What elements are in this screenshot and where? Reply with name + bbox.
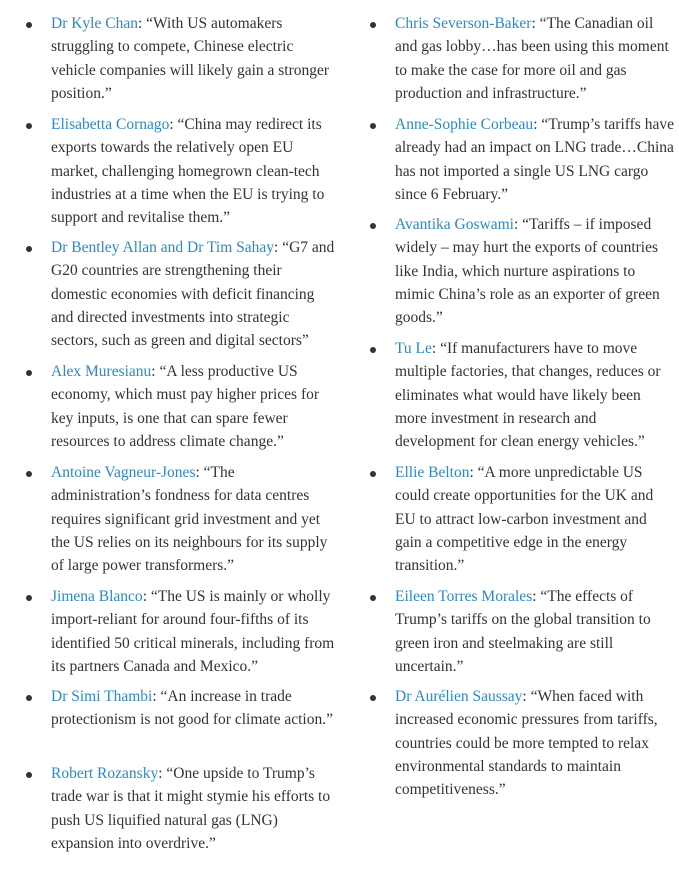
quote-body: : “A more unpredictable US could create opportunities for the UK and EU to attract low-carbon investment and gain a competitive edge in the energy transition.” [395, 464, 654, 575]
bullet-icon [26, 370, 32, 376]
bullet-icon [370, 347, 376, 353]
bullet-icon [370, 695, 376, 701]
quote-body: : “China may redirect its exports towards the relatively open EU market, challenging homegrown clean-tech industries at a time when the EU is trying to support and revitalise them.” [51, 116, 325, 227]
expert-name-link[interactable]: Dr Aurélien Saussay [395, 688, 523, 705]
bullet-icon [370, 22, 376, 28]
expert-name-link[interactable]: Alex Muresianu [51, 363, 152, 380]
quote-body: : “The US is mainly or wholly import-reliant for around four-fifths of its identified 50 critical minerals, including from its partners Canada and Mexico.” [51, 588, 335, 675]
bullet-icon [26, 22, 32, 28]
quote-text [395, 585, 675, 678]
quote-body: : “The Canadian oil and gas lobby…has been using this moment to make the case for more oil and gas production and infrastructure.” [395, 15, 669, 102]
quote-text [395, 685, 675, 801]
quote-body: : “The effects of Trump’s tariffs on the global transition to green iron and steelmaking are still uncertain.” [395, 588, 651, 675]
bullet-icon [370, 471, 376, 477]
quote-text [51, 360, 336, 453]
bullet-icon [26, 123, 32, 129]
quote-text [395, 213, 675, 329]
expert-name-link[interactable]: Dr Simi Thambi [51, 688, 153, 705]
bullet-icon [370, 223, 376, 229]
quote-body: : “Trump’s tariffs have already had an impact on LNG trade…China has not imported a single US LNG cargo since 6 February.” [395, 116, 674, 203]
quote-body: : “A less productive US economy, which must pay higher prices for key inputs, is one that can spare fewer resources to address climate change.” [51, 363, 320, 450]
expert-name-link[interactable]: Tu Le [395, 340, 432, 357]
quote-body: : “Tariffs – if imposed widely – may hurt the exports of countries like India, which nurture aspirations to mimic China’s role as an exporter of green goods.” [395, 216, 660, 327]
bullet-icon [26, 595, 32, 601]
quote-text [395, 461, 675, 577]
expert-name-link[interactable]: Robert Rozansky [51, 765, 159, 782]
quote-text [395, 12, 675, 105]
quote-body: : “With US automakers struggling to compete, Chinese electric vehicle companies will likely gain a stronger position.” [51, 15, 330, 102]
quote-text [51, 461, 336, 577]
expert-name-link[interactable]: Avantika Goswami [395, 216, 514, 233]
bullet-icon [370, 595, 376, 601]
expert-name-link[interactable]: Anne-Sophie Corbeau [395, 116, 534, 133]
bullet-icon [26, 246, 32, 252]
expert-name-link[interactable]: Eileen Torres Morales [395, 588, 533, 605]
expert-name-link[interactable]: Dr Kyle Chan [51, 15, 138, 32]
expert-name-link[interactable]: Elisabetta Cornago [51, 116, 170, 133]
expert-name-link[interactable]: Ellie Belton [395, 464, 470, 481]
quote-body: : “G7 and G20 countries are strengthening their domestic economies with deficit financing and directed investments into strategic sectors, such as green and digital sectors” [51, 239, 335, 350]
quote-text [51, 12, 336, 105]
expert-name-link[interactable]: Chris Severson-Baker [395, 15, 532, 32]
bullet-icon [26, 471, 32, 477]
quote-text [51, 585, 336, 678]
quote-text [51, 236, 336, 352]
quote-text [51, 113, 336, 229]
quote-text [395, 337, 675, 453]
bullet-icon [26, 695, 32, 701]
quote-body: : “The administration’s fondness for data centres requires significant grid investment and yet the US relies on its neighbours for its supply of large power transformers.” [51, 464, 328, 575]
bullet-icon [370, 123, 376, 129]
bullet-icon [26, 772, 32, 778]
expert-name-link[interactable]: Dr Bentley Allan and Dr Tim Sahay [51, 239, 275, 256]
quote-body: : “An increase in trade protectionism is not good for climate action.” [51, 688, 333, 729]
quote-text [51, 762, 336, 855]
quote-body: : “One upside to Trump’s trade war is that it might stymie his efforts to push US liquified natural gas (LNG) expansion into overdrive.” [51, 765, 331, 852]
quote-text [51, 685, 336, 732]
quote-text [395, 113, 675, 206]
expert-name-link[interactable]: Antoine Vagneur-Jones [51, 464, 196, 481]
quote-body: : “When faced with increased economic pressures from tariffs, countries could be more tempted to relax environmental standards to maintain competitiveness.” [395, 688, 658, 799]
expert-name-link[interactable]: Jimena Blanco [51, 588, 143, 605]
quote-body: : “If manufacturers have to move multiple factories, that changes, reduces or eliminates what would have likely been more investment in research and development for clean energy vehicles.” [395, 340, 661, 451]
